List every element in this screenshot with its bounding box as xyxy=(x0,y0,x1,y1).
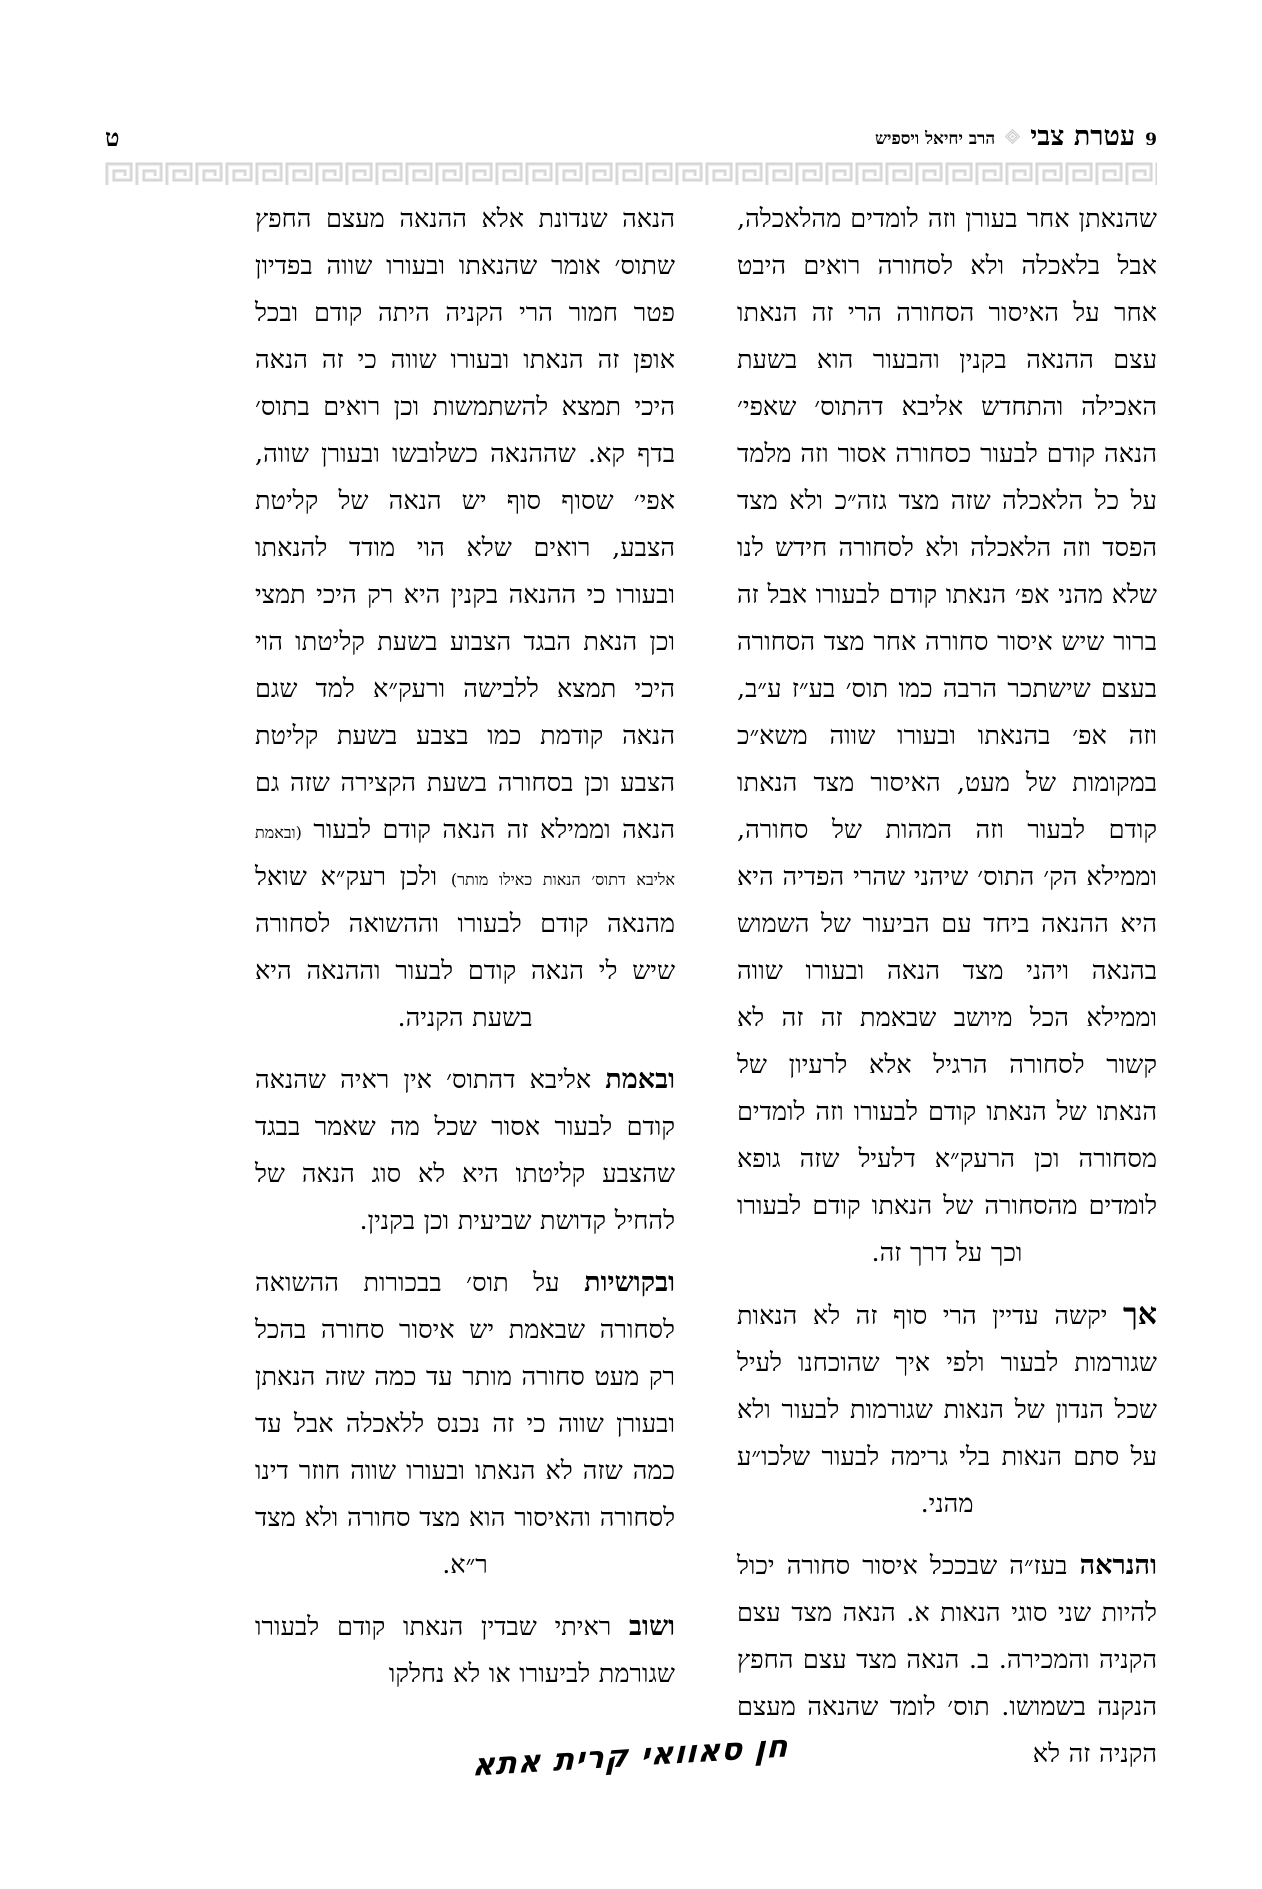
author-name: הרב יחיאל ויספיש xyxy=(874,129,996,149)
book-title: עטרת צבי xyxy=(1030,121,1136,152)
paragraph-l1-text: הנאה שנדונת אלא ההנאה מעצם החפץ שתוס׳ אומר שהנאתו ובעורו שווה בפדיון פטר חמור הרי הקניה היתה קודם ובכל אופן זה הנאתו ובעורו שווה כי זה הנאה היכי תמצא להשתמשות וכן רואים בתוס׳ בדף קא. שההנאה כשלובשו ובעורן שווה, אפי׳ שסוף סוף יש הנאה של קליטת הצבע, רואים שלא הוי מודד להנאתו ובעורו כי ההנאה בקנין היא רק היכי תמצי וכן הנאת הבגד הצבוע בשעת קליטתו הוי היכי תמצא ללבישה ורעק״א למד שגם הנאה קודמת כמו בצבע בשעת קליטת הצבע וכן בסחורה בשעת הקצירה שזה גם הנאה וממילא זה הנאה קודם לבעור xyxy=(255,204,676,845)
paragraph-l4-text: ראיתי שבדין הנאתו קודם לבעורו שגורמת לביעורו או לא נחלקו xyxy=(255,1612,675,1689)
paragraph-r3-text: בעז״ה שבככל איסור סחורה יכול להיות שני סוגי הנאות א. הנאה מצד עצם הקניה והמכירה. ב. הנאה מצד עצם החפץ הנקנה בשמושו. תוס׳ לומד שהנאה מעצם הקניה זה לא xyxy=(737,1551,1157,1769)
paragraph-l3-text: על תוס׳ בבכורות ההשואה לסחורה שבאמת יש איסור סחורה בהכל רק מעט סחורה מותר עד כמה שזה הנאתן ובעורן שווה כי זה נכנס ללאכלה אבל עד כמה שזה לא הנאתו ובעורו שווה חוזר דינו לסחורה והאיסור הוא מצד סחורה ולא מצד ר״א. xyxy=(255,1268,675,1580)
greek-key-border xyxy=(105,160,1157,186)
paragraph-r2 xyxy=(737,1291,1157,1528)
paragraph-l2 xyxy=(255,1056,675,1245)
paragraph-r2-text: יקשה עדיין הרי סוף זה לא הנאות שגורמות לבעור ולפי איך שהוכחנו לעיל שכל הנדון של הנאות שגורמות לבעור ולא על סתם הנאות בלי גרימה לבעור שלכו״ע מהני. xyxy=(737,1301,1157,1519)
page-header xyxy=(105,108,1157,150)
paragraph-l4 xyxy=(255,1603,675,1698)
paragraph-l1-text2: ולכן רעק״א שואל מהנאה קודם לבעורו וההשואה לסחורה שיש לי הנאה קודם לבעור וההנאה היא בשעת הקניה. xyxy=(255,862,675,1033)
folio-letter: ט xyxy=(105,123,120,152)
paragraph-r3-lead: והנראה xyxy=(1079,1550,1157,1581)
footer-signature xyxy=(0,1728,1262,1784)
paragraph-r1 xyxy=(737,196,1157,1277)
paragraph-l3-lead: ובקושיות xyxy=(584,1267,675,1298)
column-left xyxy=(255,196,675,1706)
paragraph-l1 xyxy=(255,196,675,1042)
paragraph-l4-lead: ושוב xyxy=(629,1611,675,1642)
paragraph-l2-lead: ובאמת xyxy=(605,1064,675,1095)
paragraph-l1-note: (ובאמת אליבא דתוס׳ הנאות כאילו מותר) xyxy=(255,823,675,889)
paragraph-r1-text: שהנאתן אחר בעורן וזה לומדים מהלאכלה, אבל בלאכלה ולא לסחורה רואים היבט אחר על האיסור הסחורה הרי זה הנאתו עצם ההנאה בקנין והבעור הוא בשעת האכילה והתחדש אליבא דהתוס׳ שאפי׳ הנאה קודם לבעור כסחורה אסור וזה מלמד על כל הלאכלה שזה מצד גזה״כ ולא מצד הפסד וזה הלאכלה ולא לסחורה חידש לנו שלא מהני אפ׳ הנאתו קודם לבעורו אבל זה ברור שיש איסור סחורה אחר מצד הסחורה בעצם שישתכר הרבה כמו תוס׳ בע״ז ע״ב, וזה אפ׳ בהנאתו ובעורו שווה משא״כ במקומות של מעט, האיסור מצד הנאתו קודם לבעור וזה המהות של סחורה, וממילא הק׳ התוס׳ שיהני שהרי הפדיה היא היא ההנאה ביחד עם הביעור של השמוש בהנאה ויהני מצד הנאה ובעורו שווה וממילא הכל מיושב שבאמת זה זה לא קשור לסחורה הרגיל אלא לרעיון של הנאתו של הנאתו קודם לבעורו וזה לומדים מסחורה וכן הרעק״א דלעיל שזה גופא לומדים מהסחורה של הנאתו קודם לבעורו וכך על דרך זה. xyxy=(737,204,1157,1268)
footer-signature-text: חן סאוואי קרית אתא xyxy=(471,1728,791,1784)
paragraph-l2-text: אליבא דהתוס׳ אין ראיה שהנאה קודם לבעור אסור שכל מה שאמר בבגד שהצבע קליטתו היא לא סוג הנאה של להחיל קדושת שביעית וכן בקנין. xyxy=(255,1065,675,1236)
header-title-group xyxy=(875,123,1157,150)
page-number: 9 xyxy=(1145,130,1157,150)
paragraph-l3 xyxy=(255,1259,675,1589)
diamond-ornament-icon xyxy=(1005,129,1020,144)
column-right xyxy=(737,196,1157,1769)
paragraph-r2-lead: אך xyxy=(1123,1297,1157,1332)
folio-marker-group xyxy=(105,123,120,152)
